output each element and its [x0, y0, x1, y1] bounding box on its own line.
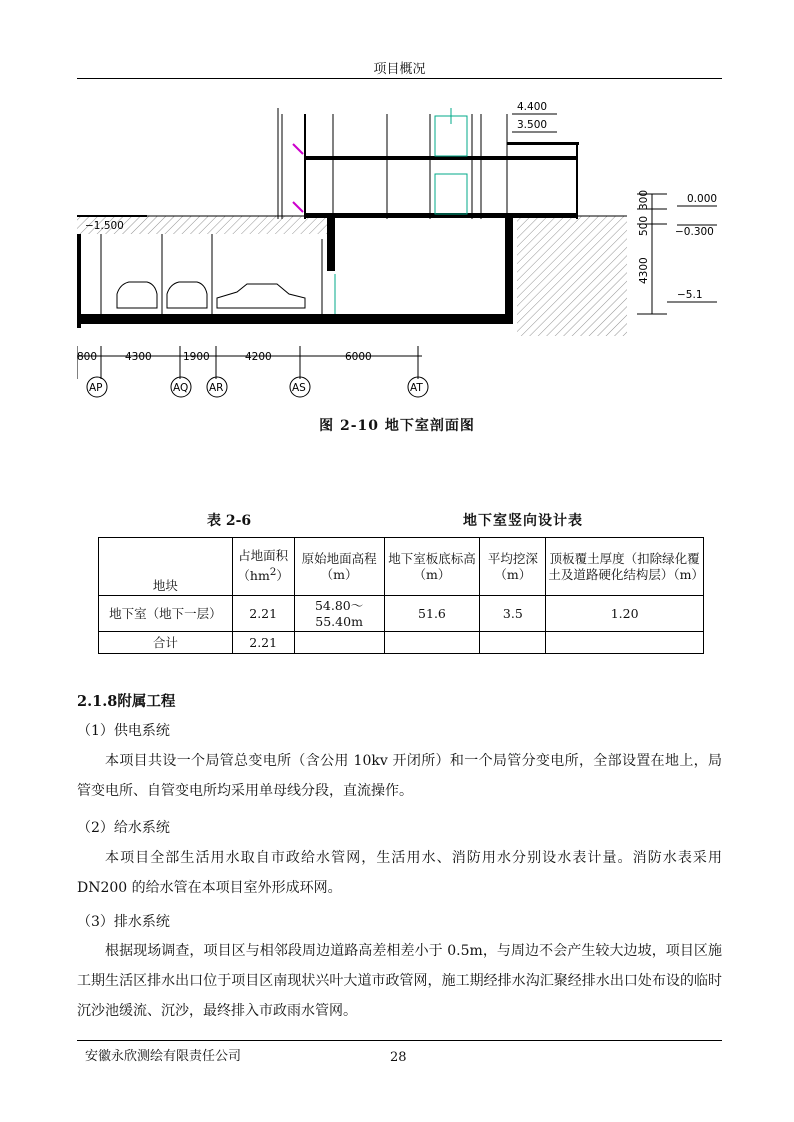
header-rule	[77, 78, 722, 79]
elev-3500: 3.500	[517, 119, 548, 131]
th-area: 占地面积 $(hm^2)$	[232, 538, 294, 596]
cell-cover	[546, 632, 704, 654]
table-row	[99, 596, 704, 632]
table-header-row	[99, 538, 704, 596]
th-depth: 平均挖深（m）	[480, 538, 546, 596]
page-header-title: 项目概况	[373, 62, 426, 77]
th-cover: 顶板覆土厚度（扣除绿化覆土及道路硬化结构层）（m）	[546, 538, 704, 596]
axis-at: AT	[410, 382, 423, 394]
subsection-water-supply: （2）给水系统	[77, 820, 170, 836]
cell-block: 合计	[99, 632, 233, 654]
cell-area: 2.21	[232, 632, 294, 654]
axis-ar: AR	[209, 382, 224, 394]
elev-neg-1500: −1.500	[85, 220, 124, 232]
cell-cover: 1.20	[546, 596, 704, 632]
paragraph-power: 本项目共设一个局管总变电所（含公用 10kv 开闭所）和一个局管分变电所，全部设置在地上，局管变电所、自管变电所均采用单母线分段，直流操作。	[77, 753, 722, 799]
subsection-power: （1）供电系统	[77, 723, 170, 739]
cell-area: 2.21	[232, 596, 294, 632]
axis-as: AS	[292, 382, 306, 394]
hdim-800: 800	[77, 351, 98, 363]
elev-neg-0300: −0.300	[675, 226, 714, 238]
section-heading: 2.1.8附属工程	[77, 693, 176, 710]
hdim-1900: 1900	[183, 351, 210, 363]
th-floor: 地下室板底标高（m）	[384, 538, 480, 596]
th-block: 地块	[99, 538, 233, 596]
table-number: 表 2-6	[207, 513, 252, 529]
page-number: 28	[390, 1050, 407, 1065]
axis-ap: AP	[89, 382, 103, 394]
hdim-4200: 4200	[245, 351, 272, 363]
cell-floor	[384, 632, 480, 654]
cell-ground	[294, 632, 384, 654]
elev-0000: 0.000	[687, 193, 718, 205]
th-ground: 原始地面高程（m）	[294, 538, 384, 596]
vdim-500: 500	[638, 215, 650, 236]
basement-section-drawing	[77, 84, 722, 404]
subsection-drainage: （3）排水系统	[77, 914, 170, 930]
elev-neg-5100: −5.1	[677, 289, 703, 301]
figure-caption: 图 2-10 地下室剖面图	[319, 418, 475, 434]
design-table	[98, 537, 704, 654]
table-title: 地下室竖向设计表	[463, 513, 583, 529]
axis-aq: AQ	[173, 382, 189, 394]
paragraph-drainage: 根据现场调查，项目区与相邻段周边道路高差相差小于 0.5m，与周边不会产生较大边坡，项目区施工期生活区排水出口位于项目区南现状兴叶大道市政管网，施工期经排水沟汇聚经排水出口处布设的临时沉沙池缓流、沉沙，最终排入市政雨水管网。	[77, 943, 722, 1019]
table-row	[99, 632, 704, 654]
paragraph-water-supply: 本项目全部生活用水取自市政给水管网，生活用水、消防用水分别设水表计量。消防水表采用 DN200 的给水管在本项目室外形成环网。	[77, 850, 722, 896]
cell-floor: 51.6	[384, 596, 480, 632]
cell-block: 地下室（地下一层）	[99, 596, 233, 632]
cell-ground: 54.80～55.40m	[294, 596, 384, 632]
cell-depth	[480, 632, 546, 654]
elev-4400: 4.400	[517, 101, 548, 113]
cell-depth: 3.5	[480, 596, 546, 632]
footer-rule	[77, 1040, 722, 1041]
hdim-4300: 4300	[125, 351, 152, 363]
vdim-4300: 4300	[638, 257, 650, 284]
hdim-6000: 6000	[345, 351, 372, 363]
footer-company: 安徽永欣测绘有限责任公司	[85, 1049, 242, 1064]
vdim-300: 300	[638, 189, 650, 210]
